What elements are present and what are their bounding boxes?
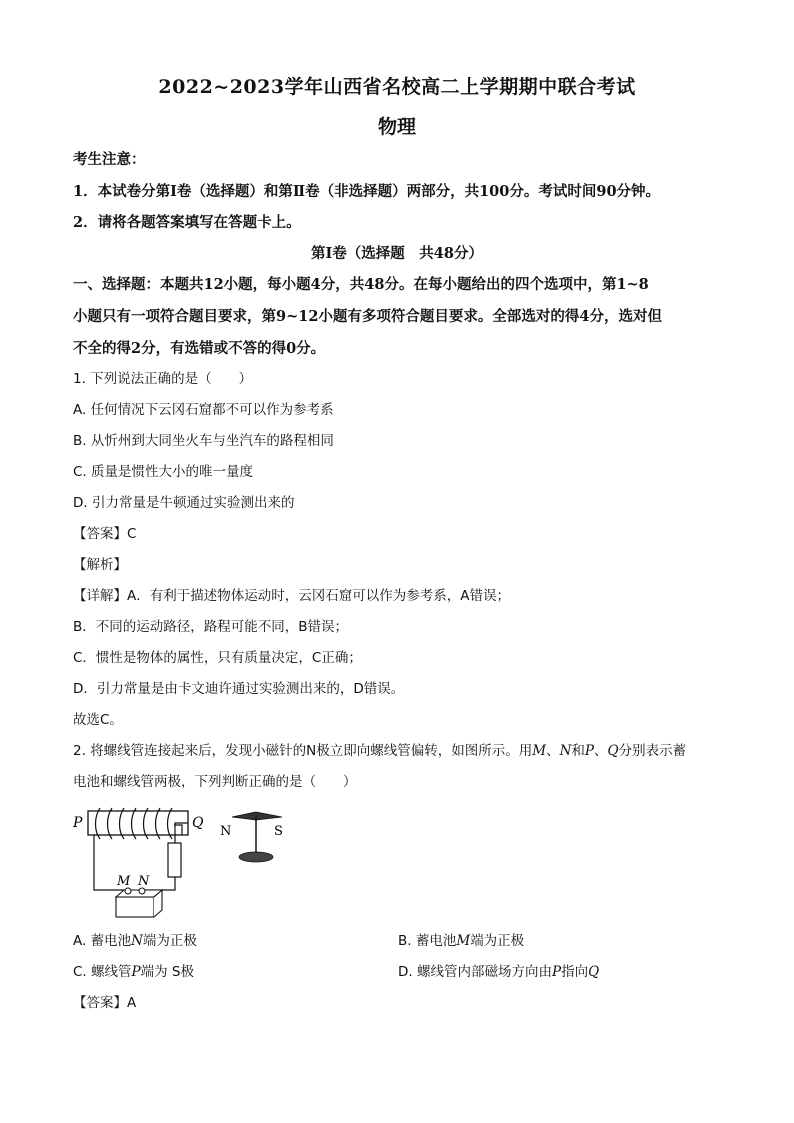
q2-option-b-var: M bbox=[456, 933, 471, 949]
notice-item-2: 2．请将各题答案填写在答题卡上。 bbox=[73, 214, 301, 231]
q2-option-b bbox=[398, 931, 524, 951]
q2-var-m: M bbox=[532, 743, 547, 759]
q2-option-d bbox=[398, 962, 599, 982]
q1-detail-a: 【详解】A．有利于描述物体运动时，云冈石窟可以作为参考系，A错误； bbox=[73, 588, 510, 604]
q2-stem-line2: 电池和螺线管两极，下列判断正确的是（ ） bbox=[73, 774, 357, 790]
q1-conclusion: 故选C。 bbox=[73, 712, 123, 728]
q1-option-c: C. 质量是惯性大小的唯一量度 bbox=[73, 464, 254, 480]
q2-option-a bbox=[73, 931, 197, 951]
q2-option-c-text1: C. 螺线管 bbox=[73, 964, 132, 980]
label-m: M bbox=[117, 874, 131, 889]
q1-stem: 1. 下列说法正确的是（ ） bbox=[73, 371, 253, 387]
q2-option-d-text1: D. 螺线管内部磁场方向由 bbox=[398, 964, 552, 980]
needle-n-label: N bbox=[220, 824, 232, 839]
q1-detail-c: C．惯性是物体的属性，只有质量决定，C正确； bbox=[73, 650, 362, 666]
label-n: N bbox=[138, 874, 150, 889]
q2-stem-text-d: 、 bbox=[594, 743, 608, 759]
q2-option-d-text2: 指向 bbox=[561, 964, 589, 980]
q2-option-a-text2: 端为正极 bbox=[142, 933, 197, 949]
q2-var-n: N bbox=[559, 743, 572, 759]
q2-option-b-text1: B. 蓄电池 bbox=[398, 933, 457, 949]
part1-instruction-line3: 不全的得2分，有选错或不答的得0分。 bbox=[73, 340, 326, 357]
q2-option-c-text2: 端为 S极 bbox=[140, 964, 194, 980]
q1-option-b: B. 从忻州到大同坐火车与坐汽车的路程相同 bbox=[73, 433, 334, 449]
q2-option-c-var: P bbox=[131, 964, 141, 980]
q2-option-b-text2: 端为正极 bbox=[470, 933, 525, 949]
part1-title: 第Ⅰ卷（选择题 共48分） bbox=[311, 245, 483, 262]
part1-instruction-line1: 一、选择题：本题共12小题，每小题4分，共48分。在每小题给出的四个选项中，第1~8 bbox=[73, 276, 649, 293]
q2-stem-text-b: 、 bbox=[546, 743, 560, 759]
part1-instruction-line2: 小题只有一项符合题目要求，第9~12小题有多项符合题目要求。全部选对的得4分，选对但 bbox=[73, 308, 663, 325]
resistor bbox=[168, 843, 181, 877]
q1-option-a: A. 任何情况下云冈石窟都不可以作为参考系 bbox=[73, 402, 334, 418]
q2-stem-text-e: 分别表示蓄 bbox=[618, 743, 687, 759]
q2-answer: 【答案】A bbox=[73, 995, 137, 1011]
q2-var-q: Q bbox=[607, 743, 619, 759]
battery bbox=[116, 888, 162, 917]
q2-option-c bbox=[73, 962, 194, 982]
q1-answer: 【答案】C bbox=[73, 526, 137, 542]
label-q: Q bbox=[192, 815, 204, 831]
q2-option-a-text1: A. 蓄电池 bbox=[73, 933, 132, 949]
q1-option-d: D. 引力常量是牛顿通过实验测出来的 bbox=[73, 495, 295, 511]
q2-var-p: P bbox=[584, 743, 595, 759]
q1-detail-b: B．不同的运动路径，路程可能不同，B错误； bbox=[73, 619, 349, 635]
exam-subject: 物理 bbox=[377, 116, 416, 138]
q2-stem-line1 bbox=[73, 741, 686, 761]
needle-s-label: S bbox=[274, 824, 283, 839]
q1-analysis-label: 【解析】 bbox=[73, 557, 127, 573]
q2-stem-text-a: 2. 将螺线管连接起来后，发现小磁针的N极立即向螺线管偏转，如图所示。用 bbox=[73, 743, 533, 759]
q2-option-a-var: N bbox=[131, 933, 143, 949]
q2-figure bbox=[70, 805, 310, 923]
exam-title: 2022~2023学年山西省名校高二上学期期中联合考试 bbox=[158, 76, 636, 98]
compass-needle bbox=[220, 812, 283, 862]
q1-detail-d: D．引力常量是由卡文迪许通过实验测出来的，D错误。 bbox=[73, 681, 405, 697]
label-p: P bbox=[73, 815, 83, 831]
q2-option-d-var1: P bbox=[551, 964, 562, 980]
q2-stem-text-c: 和 bbox=[571, 743, 585, 759]
notice-item-1: 1．本试卷分第Ⅰ卷（选择题）和第Ⅱ卷（非选择题）两部分，共100分。考试时间90分钟。 bbox=[73, 183, 661, 200]
solenoid-core bbox=[88, 811, 188, 835]
notice-heading: 考生注意： bbox=[73, 151, 146, 168]
q2-option-d-var2: Q bbox=[588, 964, 600, 980]
